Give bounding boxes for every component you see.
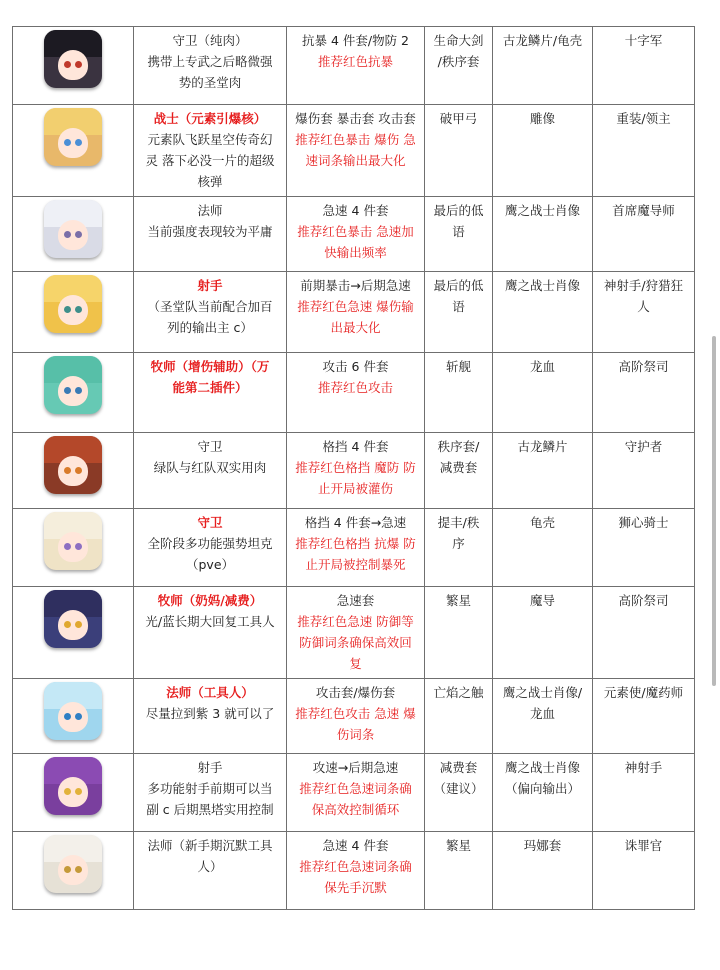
role-cell xyxy=(134,27,287,105)
avatar-art xyxy=(58,50,88,80)
avatar-art xyxy=(64,788,71,795)
role-cell xyxy=(134,197,287,272)
table-row xyxy=(13,754,695,832)
stat-recommendation: 推荐红色暴击 爆伤 急 速词条输出最大化 xyxy=(295,132,416,168)
role-title: 法师（工具人） xyxy=(166,685,254,700)
gear-set: 急速套 xyxy=(336,593,375,608)
gear-set: 急速 4 件套 xyxy=(322,203,389,218)
avatar-art xyxy=(58,702,88,732)
role-cell xyxy=(134,679,287,754)
relic-cell: 鹰之战士肖像 （偏向输出） xyxy=(493,754,593,832)
gear-set: 攻击套/爆伤套 xyxy=(315,685,396,700)
class-cell: 十字军 xyxy=(593,27,695,105)
role-title: 守卫 xyxy=(197,515,223,530)
dark-blue-healer-portrait-icon[interactable] xyxy=(44,590,102,648)
relic-cell: 鹰之战士肖像 xyxy=(493,272,593,353)
class-cell: 守护者 xyxy=(593,433,695,509)
gear-cell xyxy=(287,353,425,433)
avatar-art xyxy=(58,376,88,406)
weapon-cell: 破甲弓 xyxy=(425,105,493,197)
gear-cell xyxy=(287,587,425,679)
role-cell xyxy=(134,105,287,197)
purple-hair-archer-portrait-icon[interactable] xyxy=(44,757,102,815)
role-description: 绿队与红队双实用肉 xyxy=(153,460,267,475)
role-cell xyxy=(134,433,287,509)
golden-archer-portrait-icon[interactable] xyxy=(44,275,102,333)
role-cell xyxy=(134,754,287,832)
ice-blue-mage-portrait-icon[interactable] xyxy=(44,682,102,740)
avatar-art xyxy=(64,387,71,394)
weapon-cell: 减费套 （建议） xyxy=(425,754,493,832)
avatar-art xyxy=(75,788,82,795)
avatar-cell xyxy=(13,105,134,197)
avatar-cell xyxy=(13,679,134,754)
gear-cell xyxy=(287,197,425,272)
class-cell: 诛罪官 xyxy=(593,832,695,910)
avatar-art xyxy=(75,467,82,474)
avatar-cell xyxy=(13,754,134,832)
class-cell: 狮心骑士 xyxy=(593,509,695,587)
gear-cell xyxy=(287,754,425,832)
role-cell xyxy=(134,587,287,679)
avatar-cell xyxy=(13,272,134,353)
role-description: 全阶段多功能强势坦克 （pve） xyxy=(147,536,273,572)
avatar-cell xyxy=(13,832,134,910)
gear-cell xyxy=(287,832,425,910)
avatar-art xyxy=(75,139,82,146)
avatar-art xyxy=(58,855,88,885)
table-row xyxy=(13,679,695,754)
gear-cell xyxy=(287,679,425,754)
avatar-art xyxy=(64,139,71,146)
avatar-art xyxy=(64,713,71,720)
avatar-art xyxy=(75,866,82,873)
avatar-art xyxy=(64,543,71,550)
stat-recommendation: 推荐红色攻击 xyxy=(317,380,393,395)
stat-recommendation: 推荐红色格挡 抗爆 防 止开局被控制暴死 xyxy=(295,536,416,572)
role-description: 多功能射手前期可以当 副 c 后期黑塔实用控制 xyxy=(146,781,274,817)
stat-recommendation: 推荐红色急速词条确 保高效控制循环 xyxy=(299,781,412,817)
white-hair-mage-portrait-icon[interactable] xyxy=(44,200,102,258)
avatar-art xyxy=(58,532,88,562)
table-row xyxy=(13,509,695,587)
hero-build-table xyxy=(12,26,694,910)
gear-set: 攻速→后期急速 xyxy=(312,760,399,775)
table-row xyxy=(13,27,695,105)
avatar-cell xyxy=(13,509,134,587)
table-row xyxy=(13,587,695,679)
role-cell xyxy=(134,353,287,433)
gear-cell xyxy=(287,105,425,197)
role-title: 牧师（奶妈/减费） xyxy=(157,593,263,608)
role-cell xyxy=(134,272,287,353)
table-row xyxy=(13,353,695,433)
table-row xyxy=(13,272,695,353)
avatar-art xyxy=(58,777,88,807)
gear-cell xyxy=(287,433,425,509)
blonde-warrior-portrait-icon[interactable] xyxy=(44,108,102,166)
role-description: 携带上专武之后略微强 势的圣堂肉 xyxy=(147,54,273,90)
table-row xyxy=(13,105,695,197)
red-hair-guard-portrait-icon[interactable] xyxy=(44,436,102,494)
relic-cell: 魔导 xyxy=(493,587,593,679)
weapon-cell: 繁星 xyxy=(425,587,493,679)
gear-cell xyxy=(287,272,425,353)
class-cell: 高阶祭司 xyxy=(593,353,695,433)
gear-cell xyxy=(287,27,425,105)
gear-set: 格挡 4 件套→急速 xyxy=(304,515,407,530)
stat-recommendation: 推荐红色抗暴 xyxy=(317,54,393,69)
avatar-art xyxy=(64,866,71,873)
avatar-art xyxy=(58,456,88,486)
avatar-cell xyxy=(13,433,134,509)
avatar-art xyxy=(75,621,82,628)
avatar-art xyxy=(64,467,71,474)
vertical-scrollbar[interactable] xyxy=(712,336,716,686)
white-hood-tank-portrait-icon[interactable] xyxy=(44,512,102,570)
relic-cell: 玛娜套 xyxy=(493,832,593,910)
relic-cell: 鹰之战士肖像/ 龙血 xyxy=(493,679,593,754)
stat-recommendation: 推荐红色格挡 魔防 防 止开局被灌伤 xyxy=(295,460,416,496)
stat-recommendation: 推荐红色攻击 急速 爆 伤词条 xyxy=(295,706,416,742)
class-cell: 重装/领主 xyxy=(593,105,695,197)
stat-recommendation: 推荐红色急速 爆伤输 出最大化 xyxy=(297,299,414,335)
avatar-art xyxy=(64,231,71,238)
role-title: 法师（新手期沉默工具 人） xyxy=(147,838,273,874)
role-description: 元素队飞跃星空传奇幻 灵 落下必没一片的超级 核弹 xyxy=(145,132,275,189)
weapon-cell: 提丰/秩 序 xyxy=(425,509,493,587)
gear-set: 急速 4 件套 xyxy=(322,838,389,853)
role-title: 守卫 xyxy=(197,439,223,454)
avatar-cell xyxy=(13,27,134,105)
avatar-art xyxy=(58,295,88,325)
avatar-art xyxy=(58,128,88,158)
role-description: 光/蓝长期大回复工具人 xyxy=(145,614,275,629)
role-title: 射手 xyxy=(197,760,223,775)
avatar-art xyxy=(75,713,82,720)
stat-recommendation: 推荐红色急速 防御等 防御词条确保高效回 复 xyxy=(297,614,414,671)
role-description: （圣堂队当前配合加百 列的输出主 c） xyxy=(147,299,273,335)
weapon-cell: 繁星 xyxy=(425,832,493,910)
silver-hair-judge-portrait-icon[interactable] xyxy=(44,835,102,893)
role-title: 战士（元素引爆核） xyxy=(153,111,267,126)
relic-cell: 龙血 xyxy=(493,353,593,433)
role-title: 法师 xyxy=(197,203,223,218)
gear-set: 爆伤套 暴击套 攻击套 xyxy=(295,111,416,126)
class-cell: 元素使/魔药师 xyxy=(593,679,695,754)
weapon-cell: 生命大剑 /秩序套 xyxy=(425,27,493,105)
weapon-cell: 最后的低 语 xyxy=(425,197,493,272)
avatar-art xyxy=(75,306,82,313)
avatar-art xyxy=(75,543,82,550)
avatar-art xyxy=(58,220,88,250)
avatar-art xyxy=(75,231,82,238)
relic-cell: 龟壳 xyxy=(493,509,593,587)
stat-recommendation: 推荐红色急速词条确 保先手沉默 xyxy=(299,859,412,895)
avatar-art xyxy=(58,610,88,640)
weapon-cell: 秩序套/ 减费套 xyxy=(425,433,493,509)
weapon-cell: 斩舰 xyxy=(425,353,493,433)
weapon-cell: 亡焰之触 xyxy=(425,679,493,754)
relic-cell: 古龙鳞片 xyxy=(493,433,593,509)
relic-cell: 雕像 xyxy=(493,105,593,197)
role-cell xyxy=(134,832,287,910)
role-cell xyxy=(134,509,287,587)
avatar-cell xyxy=(13,197,134,272)
table-row xyxy=(13,832,695,910)
knight-helmet-portrait-icon[interactable] xyxy=(44,30,102,88)
relic-cell: 鹰之战士肖像 xyxy=(493,197,593,272)
stat-recommendation: 推荐红色暴击 急速加 快输出频率 xyxy=(297,224,414,260)
relic-cell: 古龙鳞片/龟壳 xyxy=(493,27,593,105)
table-row xyxy=(13,197,695,272)
gear-set: 格挡 4 件套 xyxy=(322,439,389,454)
class-cell: 高阶祭司 xyxy=(593,587,695,679)
avatar-art xyxy=(64,306,71,313)
role-title: 射手 xyxy=(197,278,223,293)
class-cell: 神射手 xyxy=(593,754,695,832)
avatar-cell xyxy=(13,587,134,679)
class-cell: 神射手/狩猎狂 人 xyxy=(593,272,695,353)
avatar-art xyxy=(75,61,82,68)
gear-set: 前期暴击→后期急速 xyxy=(300,278,411,293)
gear-cell xyxy=(287,509,425,587)
avatar-art xyxy=(64,621,71,628)
table-body xyxy=(13,27,695,910)
role-title: 牧师（增伤辅助）（万 能第二插件） xyxy=(150,359,270,395)
gear-set: 抗暴 4 件套/物防 2 xyxy=(301,33,410,48)
avatar-cell xyxy=(13,353,134,433)
gear-set: 攻击 6 件套 xyxy=(322,359,389,374)
teal-hair-priest-portrait-icon[interactable] xyxy=(44,356,102,414)
weapon-cell: 最后的低 语 xyxy=(425,272,493,353)
avatar-art xyxy=(75,387,82,394)
avatar-art xyxy=(64,61,71,68)
role-title: 守卫（纯肉） xyxy=(172,33,248,48)
table-row xyxy=(13,433,695,509)
role-description: 当前强度表现较为平庸 xyxy=(147,224,273,239)
class-cell: 首席魔导师 xyxy=(593,197,695,272)
role-description: 尽量拉到紫 3 就可以了 xyxy=(145,706,275,721)
